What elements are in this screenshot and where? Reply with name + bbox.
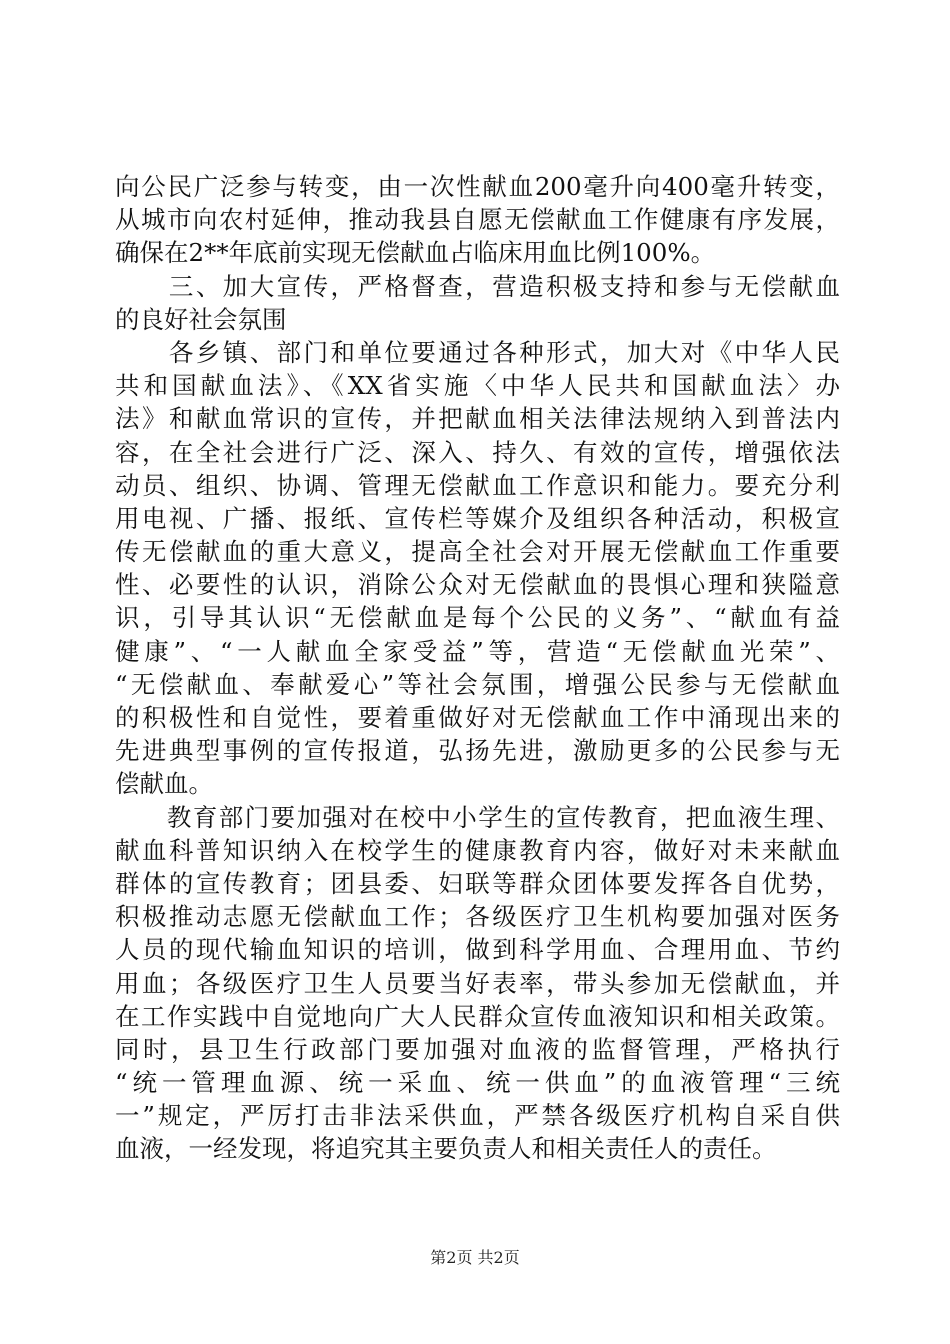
text-line: 的良好社会氛围 (115, 304, 287, 334)
text-line: 确保在2**年底前实现无偿献血占临床用血比例100%。 (115, 238, 716, 268)
text-line: 容，在全社会进行广泛、深入、持久、有效的宣传，增强依法 (115, 437, 840, 467)
text-line: “统一管理血源、统一采血、统一供血”的血液管理“三统 (115, 1068, 840, 1098)
text-line: 献血科普知识纳入在校学生的健康教育内容，做好对未来献血 (115, 835, 840, 865)
text-line: 群体的宣传教育；团县委、妇联等群众团体要发挥各自优势， (115, 868, 840, 898)
text-line: 在工作实践中自觉地向广大人民群众宣传血液知识和相关政策。 (115, 1001, 840, 1031)
text-line: 一”规定，严厉打击非法采供血，严禁各级医疗机构自采自供 (115, 1101, 840, 1131)
text-line: 性、必要性的认识，消除公众对无偿献血的畏惧心理和狭隘意 (115, 570, 840, 600)
text-line: 偿献血。 (115, 769, 213, 799)
text-line: 识，引导其认识“无偿献血是每个公民的义务”、“献血有益 (115, 603, 840, 633)
text-line: 用电视、广播、报纸、宣传栏等媒介及组织各种活动，积极宣 (115, 503, 840, 533)
text-line: 三、加大宣传，严格督查，营造积极支持和参与无偿献血 (115, 271, 840, 301)
text-line: 从城市向农村延伸，推动我县自愿无偿献血工作健康有序发展， (115, 205, 840, 235)
text-line: 共和国献血法》、《XX省实施〈中华人民共和国献血法〉办 (115, 371, 840, 401)
text-line: 用血；各级医疗卫生人员要当好表率，带头参加无偿献血，并 (115, 968, 840, 998)
text-line: 健康”、“一人献血全家受益”等，营造“无偿献血光荣”、 (115, 636, 840, 666)
text-line: 动员、组织、协调、管理无偿献血工作意识和能力。要充分利 (115, 470, 840, 500)
text-line: 积极推动志愿无偿献血工作；各级医疗卫生机构要加强对医务 (115, 902, 840, 932)
document-body (115, 170, 840, 1166)
text-line: 血液，一经发现，将追究其主要负责人和相关责任人的责任。 (115, 1134, 777, 1164)
text-line: 先进典型事例的宣传报道，弘扬先进，激励更多的公民参与无 (115, 736, 840, 766)
text-line: 同时，县卫生行政部门要加强对血液的监督管理，严格执行 (115, 1034, 840, 1064)
text-line: 传无偿献血的重大意义，提高全社会对开展无偿献血工作重要 (115, 537, 840, 567)
text-line: 各乡镇、部门和单位要通过各种形式，加大对《中华人民 (115, 337, 840, 367)
text-line: 教育部门要加强对在校中小学生的宣传教育，把血液生理、 (115, 802, 840, 832)
text-line: “无偿献血、奉献爱心”等社会氛围，增强公民参与无偿献血 (115, 669, 840, 699)
text-line: 法》和献血常识的宣传，并把献血相关法律法规纳入到普法内 (115, 404, 840, 434)
page-number-footer: 第2页 共2页 (430, 1248, 520, 1267)
text-line: 人员的现代输血知识的培训，做到科学用血、合理用血、节约 (115, 935, 840, 965)
text-line: 的积极性和自觉性，要着重做好对无偿献血工作中涌现出来的 (115, 703, 840, 732)
text-line: 向公民广泛参与转变，由一次性献血200毫升向400毫升转变， (115, 172, 840, 201)
